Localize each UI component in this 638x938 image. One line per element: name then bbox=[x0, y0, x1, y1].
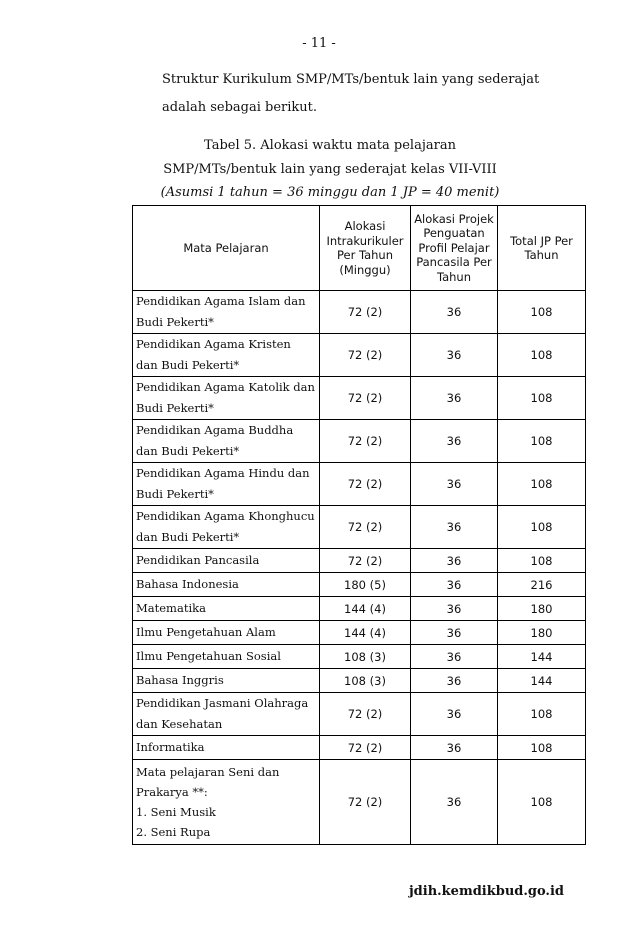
table-assumption: (Asumsi 1 tahun = 36 minggu dan 1 JP = 40 menit) bbox=[160, 185, 500, 200]
table-header-row bbox=[133, 206, 586, 291]
table-row bbox=[133, 463, 586, 506]
projek-cell: 36 bbox=[411, 291, 498, 334]
table-row bbox=[133, 377, 586, 420]
projek-cell: 36 bbox=[411, 736, 498, 760]
page-number: - 11 - bbox=[302, 36, 336, 51]
table-row bbox=[133, 621, 586, 645]
table-row bbox=[133, 549, 586, 573]
total-cell: 180 bbox=[498, 621, 586, 645]
projek-cell: 36 bbox=[411, 760, 498, 845]
subject-cell: Informatika bbox=[133, 736, 320, 760]
subject-cell: Pendidikan Agama Kristen dan Budi Pekerti* bbox=[133, 334, 320, 377]
seni-title: Mata pelajaran Seni dan Prakarya **: bbox=[136, 765, 280, 799]
projek-cell: 36 bbox=[411, 377, 498, 420]
projek-cell: 36 bbox=[411, 420, 498, 463]
total-cell: 144 bbox=[498, 669, 586, 693]
header-projek: Alokasi Projek Penguatan Profil Pelajar Pancasila Per Tahun bbox=[411, 206, 498, 291]
table-row bbox=[133, 669, 586, 693]
projek-cell: 36 bbox=[411, 645, 498, 669]
intra-cell: 72 (2) bbox=[320, 377, 411, 420]
subject-cell: Pendidikan Agama Hindu dan Budi Pekerti* bbox=[133, 463, 320, 506]
total-cell: 108 bbox=[498, 334, 586, 377]
projek-cell: 36 bbox=[411, 506, 498, 549]
footer-url: jdih.kemdikbud.go.id bbox=[408, 884, 564, 899]
table-row bbox=[133, 597, 586, 621]
list-item: 2. Seni Rupa bbox=[136, 825, 211, 839]
table-row bbox=[133, 506, 586, 549]
table-row bbox=[133, 736, 586, 760]
allocation-table bbox=[132, 205, 586, 845]
subject-cell: Pendidikan Jasmani Olahraga dan Kesehatan bbox=[133, 693, 320, 736]
total-cell: 108 bbox=[498, 291, 586, 334]
projek-cell: 36 bbox=[411, 597, 498, 621]
total-cell: 216 bbox=[498, 573, 586, 597]
intra-cell: 72 (2) bbox=[320, 736, 411, 760]
total-cell: 108 bbox=[498, 420, 586, 463]
subject-cell: Ilmu Pengetahuan Sosial bbox=[133, 645, 320, 669]
intra-cell: 72 (2) bbox=[320, 463, 411, 506]
table-subcaption: SMP/MTs/bentuk lain yang sederajat kelas VII-VIII bbox=[163, 162, 497, 177]
intra-cell: 144 (4) bbox=[320, 621, 411, 645]
subject-cell: Bahasa Inggris bbox=[133, 669, 320, 693]
subject-cell: Pendidikan Agama Khonghucu dan Budi Pekerti* bbox=[133, 506, 320, 549]
table-row bbox=[133, 334, 586, 377]
table-caption: Tabel 5. Alokasi waktu mata pelajaran bbox=[204, 138, 456, 153]
intro-paragraph: Struktur Kurikulum SMP/MTs/bentuk lain yang sederajat adalah sebagai berikut. bbox=[162, 72, 540, 115]
intra-cell: 108 (3) bbox=[320, 669, 411, 693]
total-cell: 108 bbox=[498, 693, 586, 736]
intra-cell: 144 (4) bbox=[320, 597, 411, 621]
intra-cell: 72 (2) bbox=[320, 291, 411, 334]
subject-cell bbox=[133, 760, 320, 845]
subject-cell: Pendidikan Agama Katolik dan Budi Pekerti* bbox=[133, 377, 320, 420]
table-row bbox=[133, 420, 586, 463]
intra-cell: 72 (2) bbox=[320, 506, 411, 549]
list-item: 1. Seni Musik bbox=[136, 805, 216, 819]
intra-cell: 180 (5) bbox=[320, 573, 411, 597]
table-row bbox=[133, 573, 586, 597]
total-cell: 108 bbox=[498, 377, 586, 420]
header-intrakurikuler: Alokasi Intrakurikuler Per Tahun (Minggu) bbox=[320, 206, 411, 291]
subject-cell: Pendidikan Agama Buddha dan Budi Pekerti* bbox=[133, 420, 320, 463]
intra-cell: 72 (2) bbox=[320, 334, 411, 377]
projek-cell: 36 bbox=[411, 463, 498, 506]
table-row-seni bbox=[133, 760, 586, 845]
intra-cell: 72 (2) bbox=[320, 549, 411, 573]
total-cell: 144 bbox=[498, 645, 586, 669]
seni-list bbox=[136, 762, 316, 842]
subject-cell: Matematika bbox=[133, 597, 320, 621]
intra-cell: 108 (3) bbox=[320, 645, 411, 669]
table-row bbox=[133, 693, 586, 736]
table-row bbox=[133, 291, 586, 334]
subject-cell: Pendidikan Pancasila bbox=[133, 549, 320, 573]
projek-cell: 36 bbox=[411, 334, 498, 377]
subject-cell: Bahasa Indonesia bbox=[133, 573, 320, 597]
header-total: Total JP Per Tahun bbox=[498, 206, 586, 291]
total-cell: 108 bbox=[498, 549, 586, 573]
header-subject: Mata Pelajaran bbox=[133, 206, 320, 291]
total-cell: 108 bbox=[498, 506, 586, 549]
intra-cell: 72 (2) bbox=[320, 693, 411, 736]
projek-cell: 36 bbox=[411, 693, 498, 736]
projek-cell: 36 bbox=[411, 573, 498, 597]
total-cell: 180 bbox=[498, 597, 586, 621]
subject-cell: Ilmu Pengetahuan Alam bbox=[133, 621, 320, 645]
intra-cell: 72 (2) bbox=[320, 760, 411, 845]
table-row bbox=[133, 645, 586, 669]
projek-cell: 36 bbox=[411, 549, 498, 573]
projek-cell: 36 bbox=[411, 621, 498, 645]
total-cell: 108 bbox=[498, 463, 586, 506]
total-cell: 108 bbox=[498, 760, 586, 845]
intra-cell: 72 (2) bbox=[320, 420, 411, 463]
projek-cell: 36 bbox=[411, 669, 498, 693]
total-cell: 108 bbox=[498, 736, 586, 760]
subject-cell: Pendidikan Agama Islam dan Budi Pekerti* bbox=[133, 291, 320, 334]
